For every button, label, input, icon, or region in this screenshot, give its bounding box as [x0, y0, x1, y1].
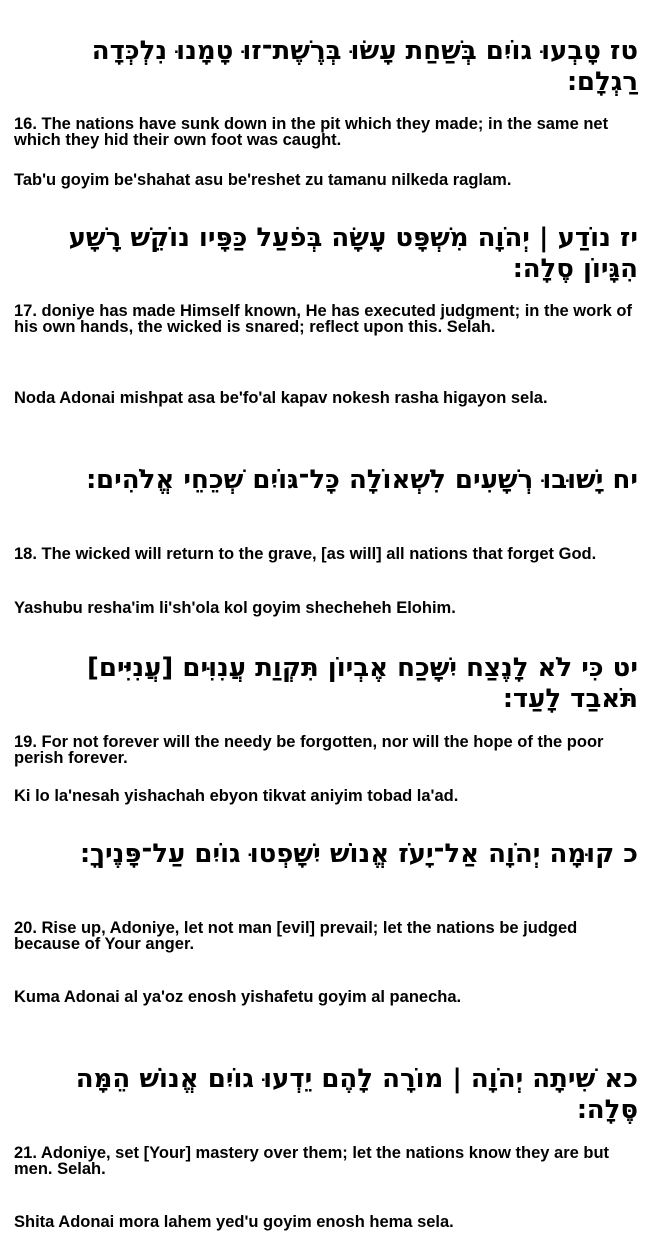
transliteration: Noda Adonai mishpat asa be'fo'al kapav nokesh rasha higayon sela.	[14, 389, 548, 407]
hebrew-verse-text: טז טָבְעוּ גוֹיִם בְּשַׁחַת עָשׂוּ בְּרֶשֶׁת־זוּ טָמָנוּ נִלְכְּדָה רַגְלָם׃	[91, 36, 638, 97]
transliteration: Kuma Adonai al ya'oz enosh yishafetu goyim al panecha.	[14, 988, 462, 1006]
hebrew-verse-text: יט כִּי לֹא לָנֶצַח יִשָּׁכַח אֶבְיוֹן תִּקְוַת עֲנִוִּים [עֲנִיִּים] תֹּאבַד לָעַד׃	[87, 653, 638, 714]
hebrew-verse-text: כא שִׁיתָה יְהֹוָה | מוֹרָה לָהֶם יֵדְעוּ גוֹיִם אֱנוֹשׁ הֵמָּה סֶּלָה׃	[75, 1064, 638, 1125]
hebrew-verse-text: יח יָשׁוּבוּ רְשָׁעִים לִשְׁאוֹלָה כָּל־גּוֹיִם שְׁכֵחֵי אֱלֹהִים׃	[86, 465, 638, 495]
transliteration: Tab'u goyim be'shahat asu be'reshet zu tamanu nilkeda raglam.	[14, 171, 512, 189]
hebrew-verse-text: כ קוּמָה יְהֹוָה אַל־יָעֹז אֱנוֹשׁ יִשָּׁפְטוּ גוֹיִם עַל־פָּנֶיךָ׃	[80, 839, 638, 869]
english-translation: 19. For not forever will the needy be forgotten, nor will the hope of the poor perish forever.	[14, 733, 604, 767]
hebrew-verse-text: יז נוֹדַע | יְהֹוָה מִשְׁפָּט עָשָׂה בְּפֹעַל כַּפָּיו נוֹקֵשׁ רָשָׁע הִגָּיוֹן סֶלָה׃	[68, 223, 638, 284]
english-translation: 21. Adoniye, set [Your] mastery over them; let the nations know they are but men. Selah.	[14, 1144, 610, 1178]
english-translation: 16. The nations have sunk down in the pit which they made; in the same net which they hid their own foot was caught.	[14, 115, 609, 149]
english-translation: 20. Rise up, Adoniye, let not man [evil] prevail; let the nations be judged because of Your anger.	[14, 919, 578, 953]
transliteration: Ki lo la'nesah yishachah ebyon tikvat aniyim tobad la'ad.	[14, 787, 459, 805]
transliteration: Shita Adonai mora lahem yed'u goyim enosh hema sela.	[14, 1213, 454, 1231]
english-translation: 18. The wicked will return to the grave, [as will] all nations that forget God.	[14, 545, 597, 563]
transliteration: Yashubu resha'im li'sh'ola kol goyim shecheheh Elohim.	[14, 599, 456, 617]
english-translation: 17. doniye has made Himself known, He has executed judgment; in the work of his own hands, the wicked is snared; reflect upon this. Selah.	[14, 302, 632, 336]
